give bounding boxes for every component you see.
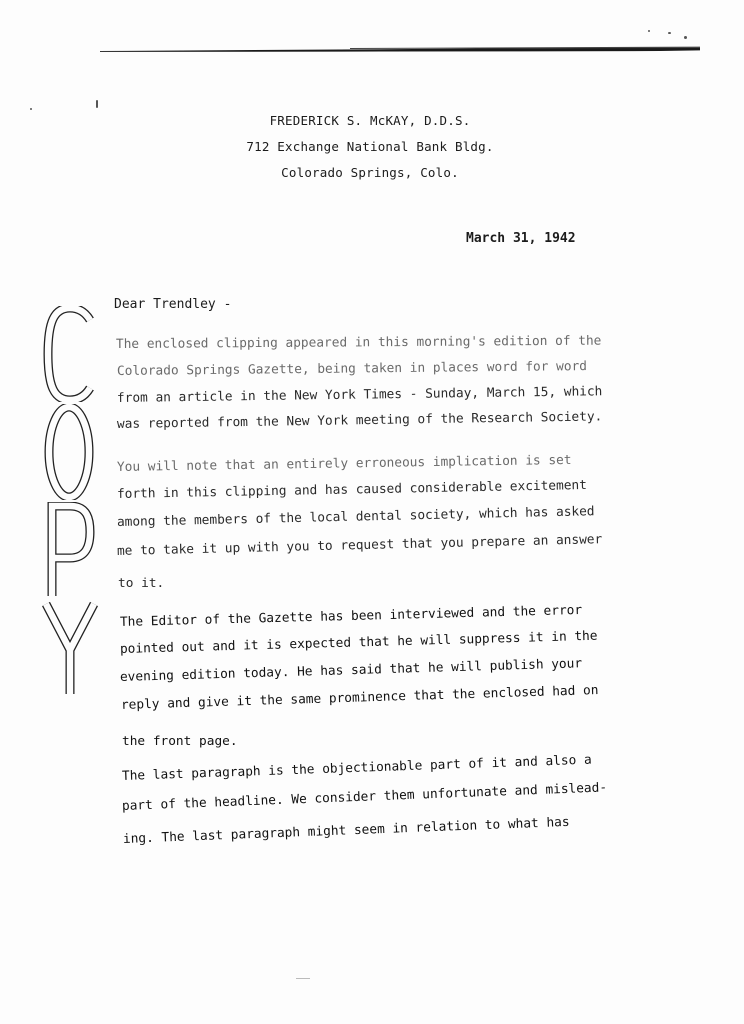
stamp-letter <box>40 306 100 402</box>
speck <box>30 108 32 110</box>
letterhead <box>200 108 540 186</box>
top-edge-rule <box>100 44 700 54</box>
body-line: The last paragraph is the objectionable part of it and also a <box>121 752 592 784</box>
letterhead-name: FREDERICK S. McKAY, D.D.S. <box>269 113 471 128</box>
body-line: Colorado Springs Gazette, being taken in places word for word <box>116 359 588 379</box>
body-line: forth in this clipping and has caused considerable excitement <box>116 477 588 502</box>
speck <box>648 30 650 32</box>
body-line: reply and give it the same prominence that the enclosed had on <box>120 682 599 713</box>
body-line: part of the headline. We consider them unfortunate and mislead- <box>121 780 608 814</box>
body-line: evening edition today. He has said that he will publish your <box>119 656 583 685</box>
speck <box>96 100 98 108</box>
copy-stamp <box>40 306 100 698</box>
salutation: Dear Trendley - <box>114 297 232 312</box>
stamp-letter <box>40 600 100 696</box>
body-line: the front page. <box>122 734 238 749</box>
body-line: The enclosed clipping appeared in this morning's edition of the <box>115 333 602 352</box>
body-line: from an article in the New York Times - Sunday, March 15, which <box>116 384 603 406</box>
stamp-letter-text: P <box>40 502 41 503</box>
speck <box>684 36 687 39</box>
body-line: to it. <box>118 576 165 591</box>
letter-date: March 31, 1942 <box>466 231 576 246</box>
body-line: You will note that an entirely erroneous implication is set <box>116 452 572 475</box>
body-line: was reported from the New York meeting of the Research Society. <box>116 409 603 432</box>
body-line: pointed out and it is expected that he will suppress it in the <box>119 628 598 657</box>
body-line: ing. The last paragraph might seem in relation to what has <box>122 814 570 847</box>
letterhead-city: Colorado Springs, Colo. <box>281 165 459 180</box>
stamp-letter-text: O <box>40 404 41 405</box>
stamp-letter-text: Y <box>40 600 41 601</box>
body-line: among the members of the local dental society, which has asked <box>116 504 595 530</box>
body-line: me to take it up with you to request that you prepare an answer <box>116 532 603 559</box>
body-line: The Editor of the Gazette has been interviewed and the error <box>119 602 583 630</box>
stamp-letter <box>40 502 100 598</box>
speck <box>668 32 671 34</box>
footer-mark <box>296 978 310 979</box>
letterhead-address: 712 Exchange National Bank Bldg. <box>246 139 494 154</box>
stamp-letter-text: C <box>40 306 41 307</box>
stamp-letter <box>40 404 100 500</box>
